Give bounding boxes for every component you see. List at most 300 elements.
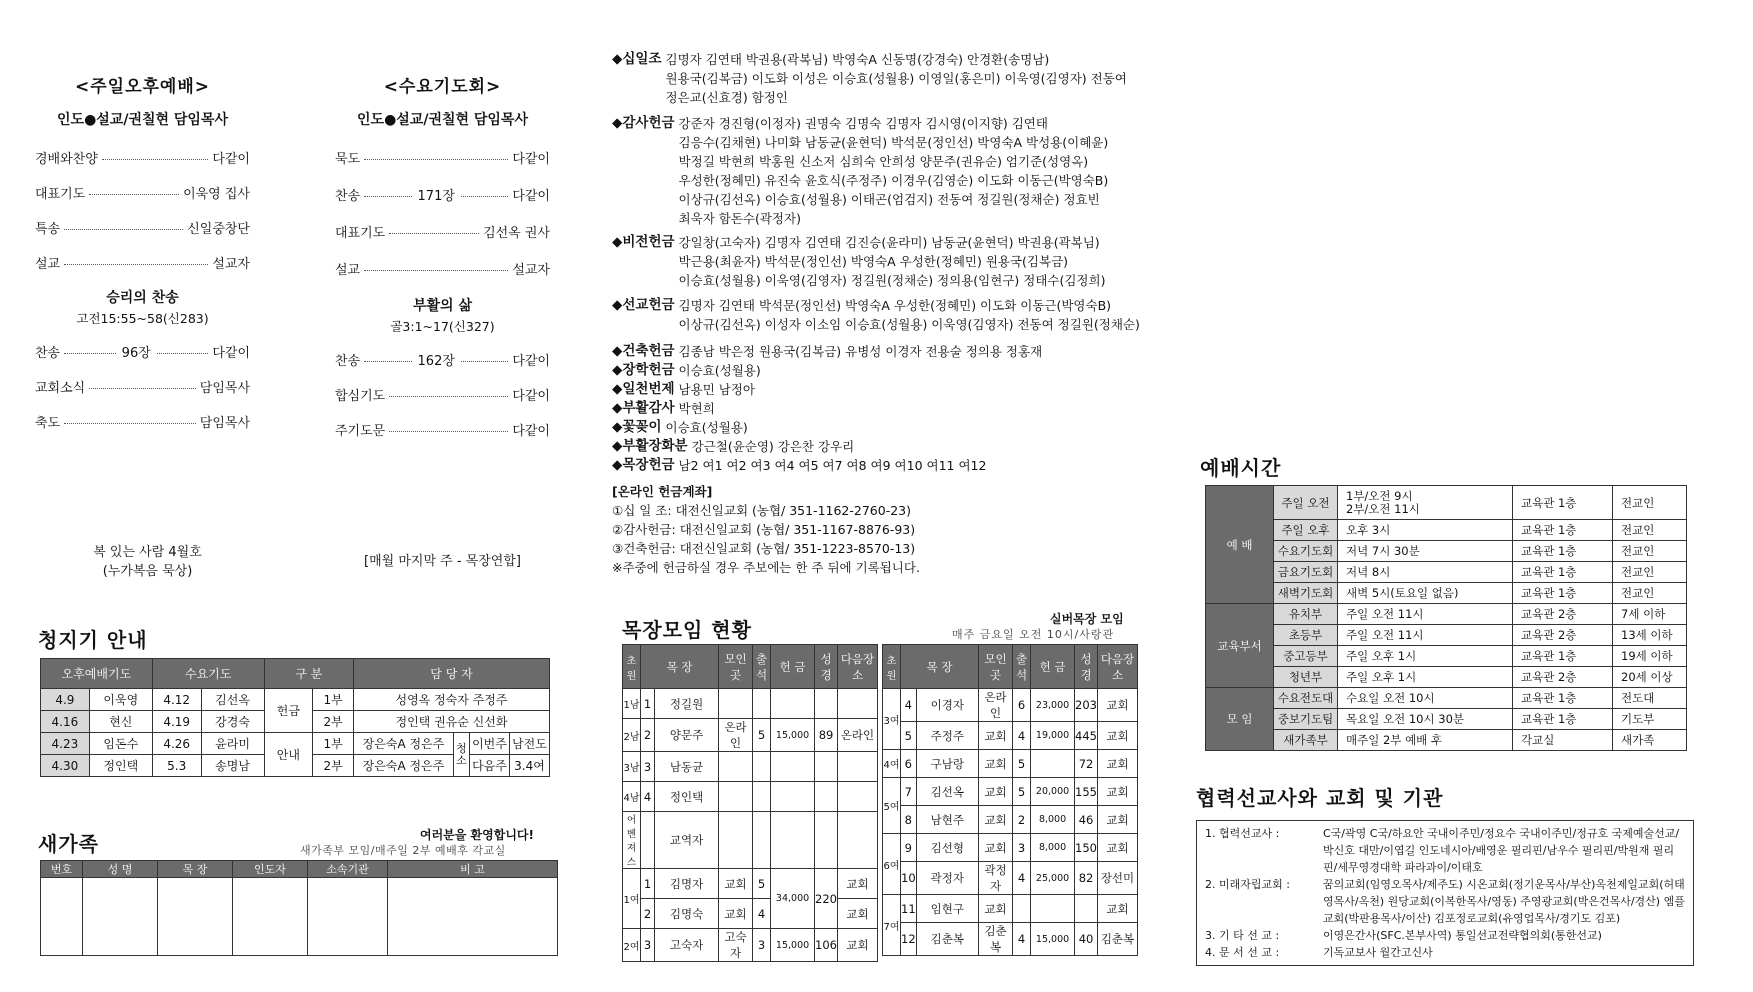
wednesday-note: [매월 마지막 주 - 목장연합] — [364, 554, 521, 569]
cells-col: 출석 — [753, 645, 771, 689]
newfamily-table — [40, 860, 558, 956]
cell-group: 7여 — [883, 895, 901, 956]
newfamily-col-name: 성 명 — [83, 861, 158, 878]
usher-date: 4.12 — [152, 689, 201, 711]
cell-group: 어벤져스 — [623, 812, 641, 869]
sunday-pm-title: <주일오후예배> — [74, 77, 211, 97]
table-row — [1206, 730, 1687, 751]
order-value: 이욱영 집사 — [183, 186, 250, 202]
order-value: 다같이 — [512, 151, 550, 167]
usher-part: 1부 — [313, 733, 354, 755]
table-row — [883, 750, 1138, 778]
usher-name: 이욱영 — [89, 689, 152, 711]
times-target: 새가족 — [1613, 730, 1687, 751]
times-place: 교육관 2층 — [1513, 667, 1613, 688]
times-place: 교육관 2층 — [1513, 625, 1613, 646]
times-title: 예배시간 — [1200, 456, 1282, 480]
cell-place: 교회 — [719, 899, 753, 929]
cell-name: 김선형 — [916, 834, 978, 862]
times-target: 13세 이하 — [1613, 625, 1687, 646]
offering-names: 최욱자 함돈수(곽정자) — [678, 211, 801, 226]
times-time: 저녁 8시 — [1338, 562, 1513, 583]
offering-names: 강일창(고숙자) 김명자 김연태 김진승(윤라미) 남동균(윤현덕) 박권용(곽복님) — [678, 235, 1100, 250]
cell-name: 교역자 — [655, 812, 719, 869]
cells-col: 초원 — [623, 645, 641, 689]
cell-bible — [815, 782, 838, 812]
cell-group: 4여 — [883, 750, 901, 778]
table-row — [623, 869, 878, 899]
times-place: 교육관 1층 — [1513, 583, 1613, 604]
order-label: 합심기도 — [335, 388, 386, 404]
table-row — [623, 899, 878, 929]
sunday-pm-note — [40, 543, 255, 581]
times-place: 교육관 1층 — [1513, 562, 1613, 583]
cell-bible: 155 — [1075, 778, 1098, 806]
cell-next-place: 교회 — [1098, 895, 1138, 923]
cell-no — [641, 812, 655, 869]
cell-group: 3여 — [883, 689, 901, 750]
silver-title: 실버목장 모임 — [1050, 612, 1124, 626]
newfamily-sub: 새가족부 모임/매주일 2부 예배후 각교실 — [300, 844, 506, 857]
offering-group — [612, 50, 1127, 107]
table-row — [883, 895, 1138, 923]
cell-place: 교회 — [719, 869, 753, 899]
usher-col-2: 수요기도 — [152, 659, 264, 689]
usher-cleaning-group: 3.4여 — [509, 755, 549, 777]
times-category: 예 배 — [1206, 486, 1274, 604]
mission-row — [1205, 944, 1685, 961]
times-name: 수요기도회 — [1274, 541, 1338, 562]
offering-head: ◆꽃꽂이 — [612, 419, 662, 435]
cell-attendance — [753, 752, 771, 782]
order-label: 찬송 — [335, 353, 361, 369]
cell-offering — [771, 782, 815, 812]
wednesday-leader: 인도●설교/권칠현 담임목사 — [357, 112, 528, 128]
cell-attendance: 5 — [753, 719, 771, 752]
sunday-pm-leader: 인도●설교/권칠현 담임목사 — [57, 112, 228, 128]
table-row — [1206, 667, 1687, 688]
times-place: 교육관 1층 — [1513, 646, 1613, 667]
cell-place: 교회 — [979, 778, 1013, 806]
cell-attendance: 3 — [753, 929, 771, 962]
order-item — [35, 252, 250, 272]
times-place: 교육관 1층 — [1513, 688, 1613, 709]
cell-attendance: 5 — [753, 869, 771, 899]
usher-name: 윤라미 — [201, 733, 264, 755]
cell-offering: 19,000 — [1031, 722, 1075, 750]
offering-names: 우성한(정혜민) 유진숙 윤호식(주정주) 이경우(김영순) 이도화 이동근(박영숙B) — [678, 173, 1109, 188]
cell-group: 2남 — [623, 719, 641, 752]
cell-name: 김명숙 — [655, 899, 719, 929]
cell-no: 2 — [641, 899, 655, 929]
missions-box — [1196, 820, 1694, 966]
cell-bible: 220 — [815, 869, 838, 929]
order-item — [35, 411, 250, 431]
order-label: 특송 — [35, 221, 61, 237]
offering-names: 이승효(성월용) — [678, 363, 761, 378]
cell-bible — [815, 752, 838, 782]
table-row — [883, 722, 1138, 750]
cell-attendance: 4 — [1013, 923, 1031, 956]
cell-offering: 23,000 — [1031, 689, 1075, 722]
times-place: 교육관 1층 — [1513, 541, 1613, 562]
usher-date: 5.3 — [152, 755, 201, 777]
cell-no: 4 — [641, 782, 655, 812]
cell-bible: 106 — [815, 929, 838, 962]
times-category: 교육부서 — [1206, 604, 1274, 688]
usher-date: 4.30 — [41, 755, 90, 777]
cell-offering: 25,000 — [1031, 862, 1075, 895]
mission-key: 2. 미래자립교회 : — [1205, 878, 1290, 891]
order-label: 설교 — [35, 256, 61, 272]
cell-name: 이경자 — [916, 689, 978, 722]
cell-bible: 89 — [815, 719, 838, 752]
cell-next-place — [838, 752, 878, 782]
cell-no: 8 — [901, 806, 917, 834]
times-name: 주일 오후 — [1274, 520, 1338, 541]
times-time: 1부/오전 9시 2부/오전 11시 — [1338, 486, 1513, 520]
cells-col: 헌 금 — [1031, 645, 1075, 689]
cell-no: 3 — [641, 929, 655, 962]
cell-no: 3 — [641, 752, 655, 782]
times-target: 20세 이상 — [1613, 667, 1687, 688]
offering-group — [612, 296, 1140, 334]
cell-attendance: 2 — [1013, 806, 1031, 834]
newfamily-col-dept: 소속기관 — [308, 861, 388, 878]
table-row — [1206, 625, 1687, 646]
mission-value: 이영은간사(SFC.본부사역) 통일선교전략협의회(통한선교) — [1323, 929, 1602, 942]
mission-value: 꿈의교회(임영오목사/제주도) 시온교회(정기운목사/부산)옥천제일교회(허태영목사/옥천) 원당교회(이복한목사/영동) 주영광교회(박은건목사/경산) 엠플교회(박판용목사/이산) 김포정로교회(유영업목사/경기도 김포) — [1323, 878, 1685, 925]
table-row — [1206, 604, 1687, 625]
times-place: 교육관 1층 — [1513, 520, 1613, 541]
cell-offering — [1031, 750, 1075, 778]
usher-col-1: 오후예배기도 — [41, 659, 153, 689]
usher-name: 송명남 — [201, 755, 264, 777]
table-row — [883, 862, 1138, 895]
times-time: 주일 오후 1시 — [1338, 646, 1513, 667]
sunday-pm-service — [35, 72, 250, 446]
cell-bible: 46 — [1075, 806, 1098, 834]
cell-group: 1남 — [623, 689, 641, 719]
cells-col: 헌 금 — [771, 645, 815, 689]
order-label: 대표기도 — [335, 225, 386, 241]
wednesday-hymn-ref: 골3:1~17(신327) — [390, 319, 495, 334]
cell-name: 정인택 — [655, 782, 719, 812]
offering-names: 이승효(성월용) 이욱영(김영자) 정길원(정채순) 정의용(임현구) 정태수(김정희) — [678, 273, 1106, 288]
usher-cleaning-week: 다음주 — [469, 755, 509, 777]
times-table — [1205, 485, 1687, 751]
cells-table-left — [622, 644, 878, 962]
table-row — [41, 733, 550, 755]
missions-title: 협력선교사와 교회 및 기관 — [1196, 786, 1444, 810]
cell-next-place: 교회 — [1098, 722, 1138, 750]
usher-part: 1부 — [313, 689, 354, 711]
times-target: 전교인 — [1613, 562, 1687, 583]
cell-next-place: 김춘복 — [1098, 923, 1138, 956]
usher-name: 강경숙 — [201, 711, 264, 733]
order-value: 다같이 — [212, 151, 250, 167]
cell-next-place: 온라인 — [838, 719, 878, 752]
order-label: 찬송 — [335, 188, 361, 204]
offering-group — [612, 456, 986, 475]
times-time: 수요일 오전 10시 — [1338, 688, 1513, 709]
cell-bible — [815, 812, 838, 869]
cells-col: 초원 — [883, 645, 901, 689]
cell-place: 교회 — [979, 806, 1013, 834]
table-row — [623, 782, 878, 812]
cell-attendance — [753, 782, 771, 812]
mission-key: 4. 문 서 선 교 : — [1205, 946, 1280, 959]
cell-bible: 82 — [1075, 862, 1098, 895]
table-row — [883, 806, 1138, 834]
cell-offering: 15,000 — [1031, 923, 1075, 956]
cell-no: 12 — [901, 923, 917, 956]
cell-attendance: 3 — [1013, 834, 1031, 862]
cell-next-place: 교회 — [838, 929, 878, 962]
offering-group — [612, 114, 1108, 228]
cell-group: 6여 — [883, 834, 901, 895]
cells-col: 목 장 — [641, 645, 719, 689]
order-dots — [389, 431, 508, 432]
cell-attendance — [1013, 895, 1031, 923]
cell-attendance: 5 — [1013, 778, 1031, 806]
times-place: 교육관 1층 — [1513, 709, 1613, 730]
cell-name: 고숙자 — [655, 929, 719, 962]
cell-name: 김명자 — [655, 869, 719, 899]
order-value: 다같이 — [512, 423, 550, 439]
times-name: 중보기도팀 — [1274, 709, 1338, 730]
cell-name: 곽정자 — [916, 862, 978, 895]
offering-group — [612, 399, 715, 418]
times-target: 기도부 — [1613, 709, 1687, 730]
times-target: 19세 이하 — [1613, 646, 1687, 667]
times-time: 주일 오후 1시 — [1338, 667, 1513, 688]
cell-no: 1 — [641, 689, 655, 719]
cell-place: 온라인 — [719, 719, 753, 752]
offering-group — [612, 437, 854, 456]
offering-names: 강근철(윤순영) 강은찬 강우리 — [691, 439, 855, 454]
mission-value: C국/곽영 C국/하요안 국내이주민/정요수 국내이주민/정규호 국제예술선교/박신호 대만/이엽길 인도네시아/배영운 필리핀/남우수 필리핀/박원재 필리핀/세무영경대학 파라과이/이태호 — [1323, 827, 1680, 874]
cell-offering: 20,000 — [1031, 778, 1075, 806]
offering-group — [612, 361, 761, 380]
sunday-pm-hymn-ref: 고전15:55~58(신283) — [76, 311, 209, 326]
times-time: 목요일 오전 10시 30분 — [1338, 709, 1513, 730]
order-label: 설교 — [335, 262, 361, 278]
order-dots — [461, 361, 508, 362]
cell-place: 온라인 — [979, 689, 1013, 722]
order-hymn-no: 162장 — [417, 353, 455, 369]
usher-date: 4.19 — [152, 711, 201, 733]
order-dots — [64, 264, 208, 265]
order-dots — [364, 270, 508, 271]
offering-head: ◆감사헌금 — [612, 115, 675, 131]
newfamily-title: 새가족 — [38, 832, 99, 856]
mission-key: 3. 기 타 선 교 : — [1205, 929, 1280, 942]
cell-bible: 150 — [1075, 834, 1098, 862]
cell-no: 9 — [901, 834, 917, 862]
cell-place: 교회 — [979, 834, 1013, 862]
offering-names: 김종남 박은정 원용국(김복금) 유병성 이경자 전용술 정의용 정홍재 — [678, 344, 1043, 359]
offering-names: 원용국(김복금) 이도화 이성은 이승효(성월용) 이영일(홍은미) 이욱영(김영자) 전동여 — [665, 71, 1127, 86]
order-value: 다같이 — [512, 188, 550, 204]
order-dots — [157, 353, 209, 354]
cell-attendance: 4 — [1013, 722, 1031, 750]
table-row — [1206, 520, 1687, 541]
order-value: 담임목사 — [199, 415, 250, 431]
cell-place: 곽정자 — [979, 862, 1013, 895]
times-name: 초등부 — [1274, 625, 1338, 646]
order-dots — [64, 353, 116, 354]
offering-names: 박현희 — [678, 401, 715, 416]
usher-part: 2부 — [313, 755, 354, 777]
offering-head: ◆십일조 — [612, 51, 662, 67]
order-dots — [389, 396, 508, 397]
offering-names: 이상규(김선옥) 이성자 이소임 이승효(성월용) 이욱영(김영자) 전동여 정길원(정채순) — [678, 317, 1140, 332]
times-target: 전교인 — [1613, 541, 1687, 562]
cell-name: 임현구 — [916, 895, 978, 923]
order-item — [335, 221, 550, 241]
offering-names: 정은교(신효경) 함정인 — [665, 90, 788, 105]
cell-name: 남현주 — [916, 806, 978, 834]
times-time: 주일 오전 11시 — [1338, 604, 1513, 625]
silver-sub: 매주 금요일 오전 10시/사랑관 — [952, 628, 1115, 641]
cell-group: 3남 — [623, 752, 641, 782]
cell-next-place — [838, 782, 878, 812]
order-value: 신일중창단 — [187, 221, 250, 237]
cell-no: 2 — [641, 719, 655, 752]
times-category: 모 임 — [1206, 688, 1274, 751]
order-label: 묵도 — [335, 151, 361, 167]
cell-bible — [1075, 895, 1098, 923]
usher-name: 현신 — [89, 711, 152, 733]
usher-col-3: 구 분 — [264, 659, 353, 689]
cell-offering — [1031, 895, 1075, 923]
offering-group — [612, 233, 1105, 290]
order-dots — [461, 196, 508, 197]
offering-head: ◆장학헌금 — [612, 362, 675, 378]
order-item — [335, 419, 550, 439]
cell-attendance: 5 — [1013, 750, 1031, 778]
mission-value: 기독교보사 월간고신사 — [1323, 946, 1433, 959]
cell-attendance — [753, 812, 771, 869]
cell-next-place — [838, 812, 878, 869]
order-item — [335, 349, 550, 369]
offering-names: 남용민 남정아 — [678, 382, 755, 397]
order-dots — [102, 159, 209, 160]
cell-no: 7 — [901, 778, 917, 806]
table-row — [1206, 486, 1687, 520]
table-row — [623, 929, 878, 962]
cell-place: 교회 — [979, 722, 1013, 750]
cell-place — [719, 812, 753, 869]
mission-row — [1205, 876, 1685, 927]
order-value: 김선옥 권사 — [483, 225, 550, 241]
newfamily-welcome: 여러분을 환영합니다! — [420, 828, 534, 842]
cell-bible: 445 — [1075, 722, 1098, 750]
order-item — [335, 384, 550, 404]
order-item — [335, 147, 550, 167]
offering-names: 박근용(최윤자) 박석문(정인선) 박영숙A 우성한(정혜민) 원용국(김복금) — [678, 254, 1069, 269]
account-line: ※주중에 헌금하실 경우 주보에는 한 주 뒤에 기록됩니다. — [612, 560, 920, 575]
cell-next-place: 교회 — [1098, 778, 1138, 806]
wednesday-service — [335, 72, 550, 454]
order-value: 다같이 — [512, 388, 550, 404]
sunday-pm-hymn-title: 승리의 찬송 — [106, 290, 179, 306]
cell-next-place: 교회 — [1098, 689, 1138, 722]
order-dots — [64, 229, 183, 230]
times-name: 중고등부 — [1274, 646, 1338, 667]
usher-name: 김선옥 — [201, 689, 264, 711]
cell-offering — [771, 812, 815, 869]
cell-next-place: 교회 — [1098, 834, 1138, 862]
times-place: 각교실 — [1513, 730, 1613, 751]
cell-bible: 203 — [1075, 689, 1098, 722]
cell-group: 5여 — [883, 778, 901, 834]
times-target: 전교인 — [1613, 583, 1687, 604]
order-dots — [364, 196, 411, 197]
times-name: 유치부 — [1274, 604, 1338, 625]
times-target: 7세 이하 — [1613, 604, 1687, 625]
offering-group — [612, 342, 1042, 361]
usher-name: 임돈수 — [89, 733, 152, 755]
cells-col: 성경 — [1075, 645, 1098, 689]
cell-next-place: 교회 — [1098, 806, 1138, 834]
offering-group — [612, 418, 748, 437]
usher-date: 4.16 — [41, 711, 90, 733]
offering-names: 이상규(김선옥) 이승효(성월용) 이태곤(엄검지) 전동여 정길원(정채순) 정효빈 — [678, 192, 1100, 207]
mission-row — [1205, 927, 1685, 944]
table-row — [1206, 562, 1687, 583]
usher-assignee: 정인택 권유순 신선화 — [353, 711, 549, 733]
newfamily-col-guide: 인도자 — [233, 861, 308, 878]
times-time: 새벽 5시(토요일 없음) — [1338, 583, 1513, 604]
cell-offering — [771, 689, 815, 719]
order-item — [35, 341, 250, 361]
order-item — [35, 182, 250, 202]
usher-cleaning: 청소 — [453, 733, 469, 777]
cell-place — [719, 752, 753, 782]
cell-group: 2여 — [623, 929, 641, 962]
times-target: 전도대 — [1613, 688, 1687, 709]
cells-col: 다음장소 — [838, 645, 878, 689]
order-label: 경배와찬양 — [35, 151, 98, 167]
usher-date: 4.23 — [41, 733, 90, 755]
cell-offering: 15,000 — [771, 719, 815, 752]
cells-header-row — [883, 645, 1138, 689]
times-time: 주일 오전 11시 — [1338, 625, 1513, 646]
times-target: 전교인 — [1613, 520, 1687, 541]
order-value: 담임목사 — [199, 380, 250, 396]
table-row — [883, 834, 1138, 862]
offering-head: ◆부활장화분 — [612, 438, 688, 454]
times-name: 수요전도대 — [1274, 688, 1338, 709]
cell-name: 정길원 — [655, 689, 719, 719]
wednesday-hymn-title: 부활의 삶 — [413, 298, 472, 314]
usher-cleaning-week: 이번주 — [469, 733, 509, 755]
offering-head: ◆부활감사 — [612, 400, 675, 416]
cell-place: 고숙자 — [719, 929, 753, 962]
offering-names: 이승효(성월용) — [665, 420, 748, 435]
offering-head: ◆일천번제 — [612, 381, 675, 397]
table-row — [41, 878, 558, 956]
cell-group: 1여 — [623, 869, 641, 929]
usher-part: 2부 — [313, 711, 354, 733]
times-target: 전교인 — [1613, 486, 1687, 520]
wednesday-title: <수요기도회> — [383, 77, 502, 97]
cell-next-place: 교회 — [838, 869, 878, 899]
usher-col-4: 담 당 자 — [353, 659, 549, 689]
usher-assignee: 장은숙A 정은주 — [353, 755, 453, 777]
